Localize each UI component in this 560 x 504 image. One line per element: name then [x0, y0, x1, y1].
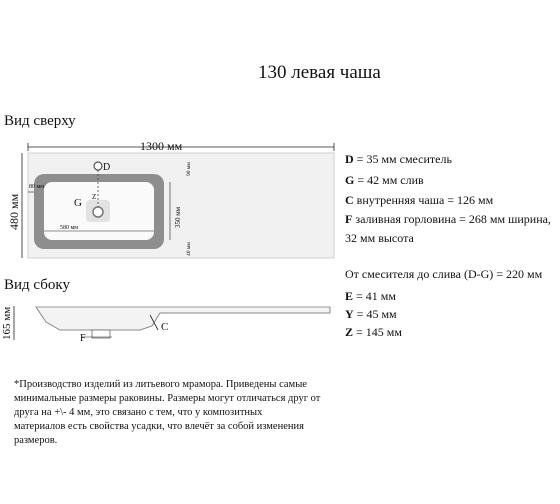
- left-offset-label: 80 мм: [29, 184, 45, 190]
- footnote-line: материалов есть свойства усадки, что влечёт за собой изменения: [14, 421, 304, 432]
- mixer-hole-icon: [94, 162, 102, 170]
- bowl-depth-label: 350 мм: [174, 206, 182, 228]
- spec-d: D = 35 мм смеситель: [345, 152, 452, 166]
- top-offset-label: 90 мм: [186, 162, 192, 176]
- spec-dg: От смесителя до слива (D-G) = 220 мм: [345, 267, 543, 281]
- page-title: 130 левая чаша: [258, 62, 381, 83]
- mark-c: C: [161, 321, 169, 333]
- bowl-width-label: 580 мм: [60, 225, 79, 231]
- mark-d: D: [103, 162, 111, 173]
- side-view-label: Вид сбоку: [4, 277, 70, 293]
- mark-g: G: [74, 197, 82, 209]
- sink-drawing: [0, 0, 340, 360]
- top-view-label: Вид сверху: [4, 113, 76, 129]
- spec-g: G = 42 мм слив: [345, 173, 424, 187]
- spec-c: C внутренняя чаша = 126 мм: [345, 193, 494, 207]
- footnote-line: минимальные размеры раковины. Размеры могут отличаться друг от: [14, 393, 321, 404]
- spec-f: F заливная горловина = 268 мм ширина,: [345, 212, 551, 226]
- drain-icon: [93, 207, 103, 217]
- spec-f-height: 32 мм высота: [345, 231, 414, 245]
- spec-e: E = 41 мм: [345, 289, 396, 303]
- width-dim-label: 1300 мм: [140, 139, 183, 153]
- side-height-label: 165 мм: [1, 306, 13, 340]
- footnote-line: друга на +\- 4 мм, это связано с тем, что у композитных: [14, 407, 263, 418]
- footnote-line: *Производство изделий из литьевого мрамора. Приведены самые: [14, 379, 307, 390]
- mark-z: Z: [92, 193, 97, 201]
- height-dim-label: 480 мм: [7, 193, 21, 230]
- spec-z: Z = 145 мм: [345, 325, 402, 339]
- side-profile: [36, 307, 330, 330]
- spec-y: Y = 45 мм: [345, 307, 397, 321]
- footnote-line: размеров.: [14, 435, 58, 446]
- footnote: [14, 378, 344, 448]
- mark-f: F: [80, 333, 86, 344]
- bottom-offset-label: 40 мм: [186, 242, 192, 256]
